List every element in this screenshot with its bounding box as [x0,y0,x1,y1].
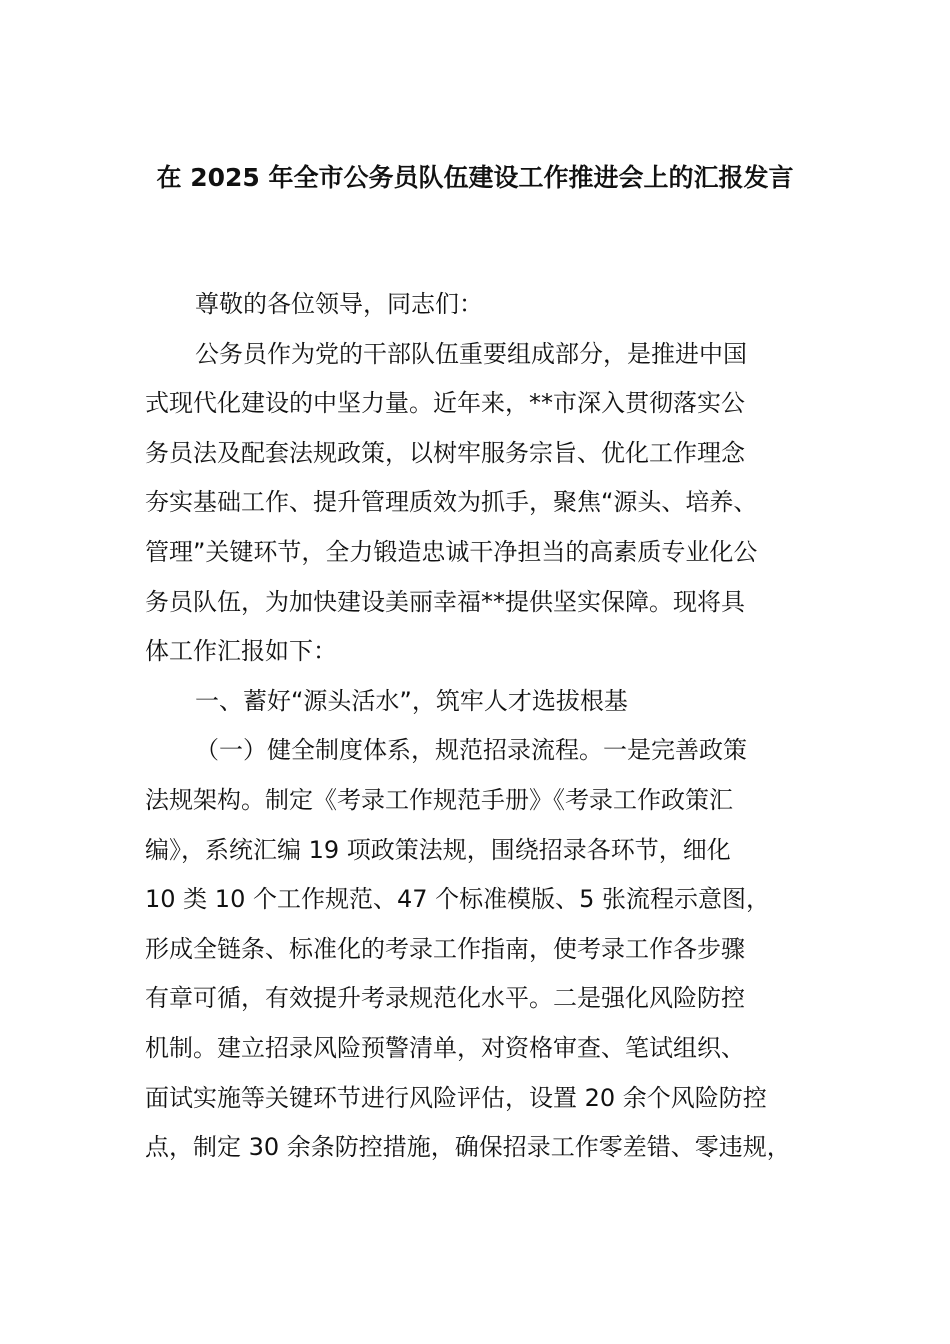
paragraph-line: 体工作汇报如下： [145,637,337,666]
paragraph-line: 面试实施等关键环节进行风险评估，设置 20 余个风险防控 [145,1083,767,1112]
paragraph-line: 法规架构。制定《考录工作规范手册》《考录工作政策汇 [145,785,733,814]
paragraph-line: 编》，系统汇编 19 项政策法规，围绕招录各环节，细化 [145,835,731,864]
paragraph-line: 10 类 10 个工作规范、47 个标准模版、5 张流程示意图， [145,885,771,914]
paragraph-line: 式现代化建设的中坚力量。近年来，**市深入贯彻落实公 [145,389,745,418]
paragraph-line: 点，制定 30 余条防控措施，确保招录工作零差错、零违规， [145,1133,791,1162]
paragraph-line: 管理”关键环节，全力锻造忠诚干净担当的高素质专业化公 [145,537,758,566]
paragraph-line: 机制。建立招录风险预警清单，对资格审查、笔试组织、 [145,1033,745,1062]
section-heading: 一、蓄好“源头活水”，筑牢人才选拔根基 [195,686,628,715]
paragraph-line: 公务员作为党的干部队伍重要组成部分，是推进中国 [195,339,747,368]
paragraph-line: 夯实基础工作、提升管理质效为抓手，聚焦“源头、培养、 [145,488,758,517]
paragraph-line: 形成全链条、标准化的考录工作指南，使考录工作各步骤 [145,934,745,963]
paragraph-line: 务员队伍，为加快建设美丽幸福**提供坚实保障。现将具 [145,587,745,616]
document-title: 在 2025 年全市公务员队伍建设工作推进会上的汇报发言 [156,163,794,192]
document-body [145,280,813,1173]
paragraph-line: 尊敬的各位领导，同志们： [195,290,483,318]
paragraph-line: 有章可循，有效提升考录规范化水平。二是强化风险防控 [145,984,745,1013]
paragraph-line: 务员法及配套法规政策，以树牢服务宗旨、优化工作理念 [145,438,745,467]
paragraph-line: （一）健全制度体系，规范招录流程。一是完善政策 [195,736,747,765]
